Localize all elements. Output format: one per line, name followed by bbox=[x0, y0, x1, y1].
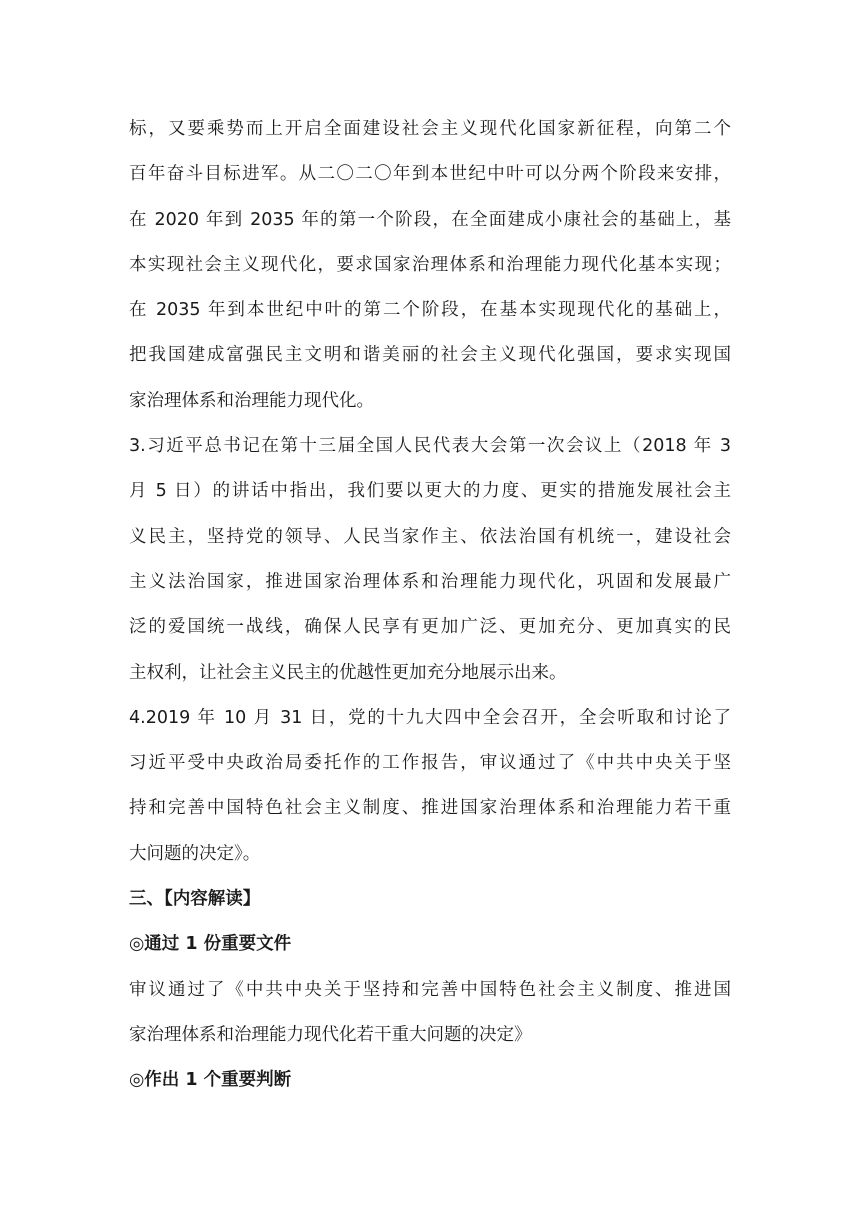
text-line: 主义法治国家，推进国家治理体系和治理能力现代化，巩固和发展最广 bbox=[129, 571, 731, 592]
section-heading: 三、【内容解读】 bbox=[129, 889, 261, 910]
subheading: ◎通过 1 份重要文件 bbox=[129, 934, 292, 955]
text-line: 3.习近平总书记在第十三届全国人民代表大会第一次会议上（2018 年 3 bbox=[129, 436, 731, 457]
text-line: 泛的爱国统一战线，确保人民享有更加广泛、更加充分、更加真实的民 bbox=[129, 617, 731, 638]
text-line: 义民主，坚持党的领导、人民当家作主、依法治国有机统一，建设社会 bbox=[129, 526, 731, 547]
subheading: ◎作出 1 个重要判断 bbox=[129, 1070, 292, 1091]
text-line: 审议通过了《中共中央关于坚持和完善中国特色社会主义制度、推进国 bbox=[129, 979, 731, 1000]
text-line: 月 5 日）的讲话中指出，我们要以更大的力度、更实的措施发展社会主 bbox=[129, 481, 731, 502]
text-line: 家治理体系和治理能力现代化。 bbox=[129, 390, 374, 411]
text-line: 大问题的决定》。 bbox=[129, 843, 261, 864]
text-line: 把我国建成富强民主文明和谐美丽的社会主义现代化强国，要求实现国 bbox=[129, 345, 731, 366]
text-line: 在 2035 年到本世纪中叶的第二个阶段，在基本实现现代化的基础上， bbox=[129, 300, 731, 321]
text-line: 主权利，让社会主义民主的优越性更加充分地展示出来。 bbox=[129, 662, 567, 683]
text-line: 标，又要乘势而上开启全面建设社会主义现代化国家新征程，向第二个 bbox=[129, 119, 731, 139]
text-line: 持和完善中国特色社会主义制度、推进国家治理体系和治理能力若干重 bbox=[129, 798, 731, 819]
text-line: 百年奋斗目标进军。从二〇二〇年到本世纪中叶可以分两个阶段来安排， bbox=[129, 164, 731, 185]
text-line: 习近平受中央政治局委托作的工作报告，审议通过了《中共中央关于坚 bbox=[129, 753, 731, 774]
text-line: 本实现社会主义现代化，要求国家治理体系和治理能力现代化基本实现； bbox=[129, 254, 731, 275]
text-line: 在 2020 年到 2035 年的第一个阶段，在全面建成小康社会的基础上，基 bbox=[129, 209, 731, 230]
document-body bbox=[129, 107, 731, 1104]
text-line: 4.2019 年 10 月 31 日，党的十九大四中全会召开，全会听取和讨论了 bbox=[129, 707, 731, 728]
text-line: 家治理体系和治理能力现代化若干重大问题的决定》 bbox=[129, 1024, 532, 1045]
